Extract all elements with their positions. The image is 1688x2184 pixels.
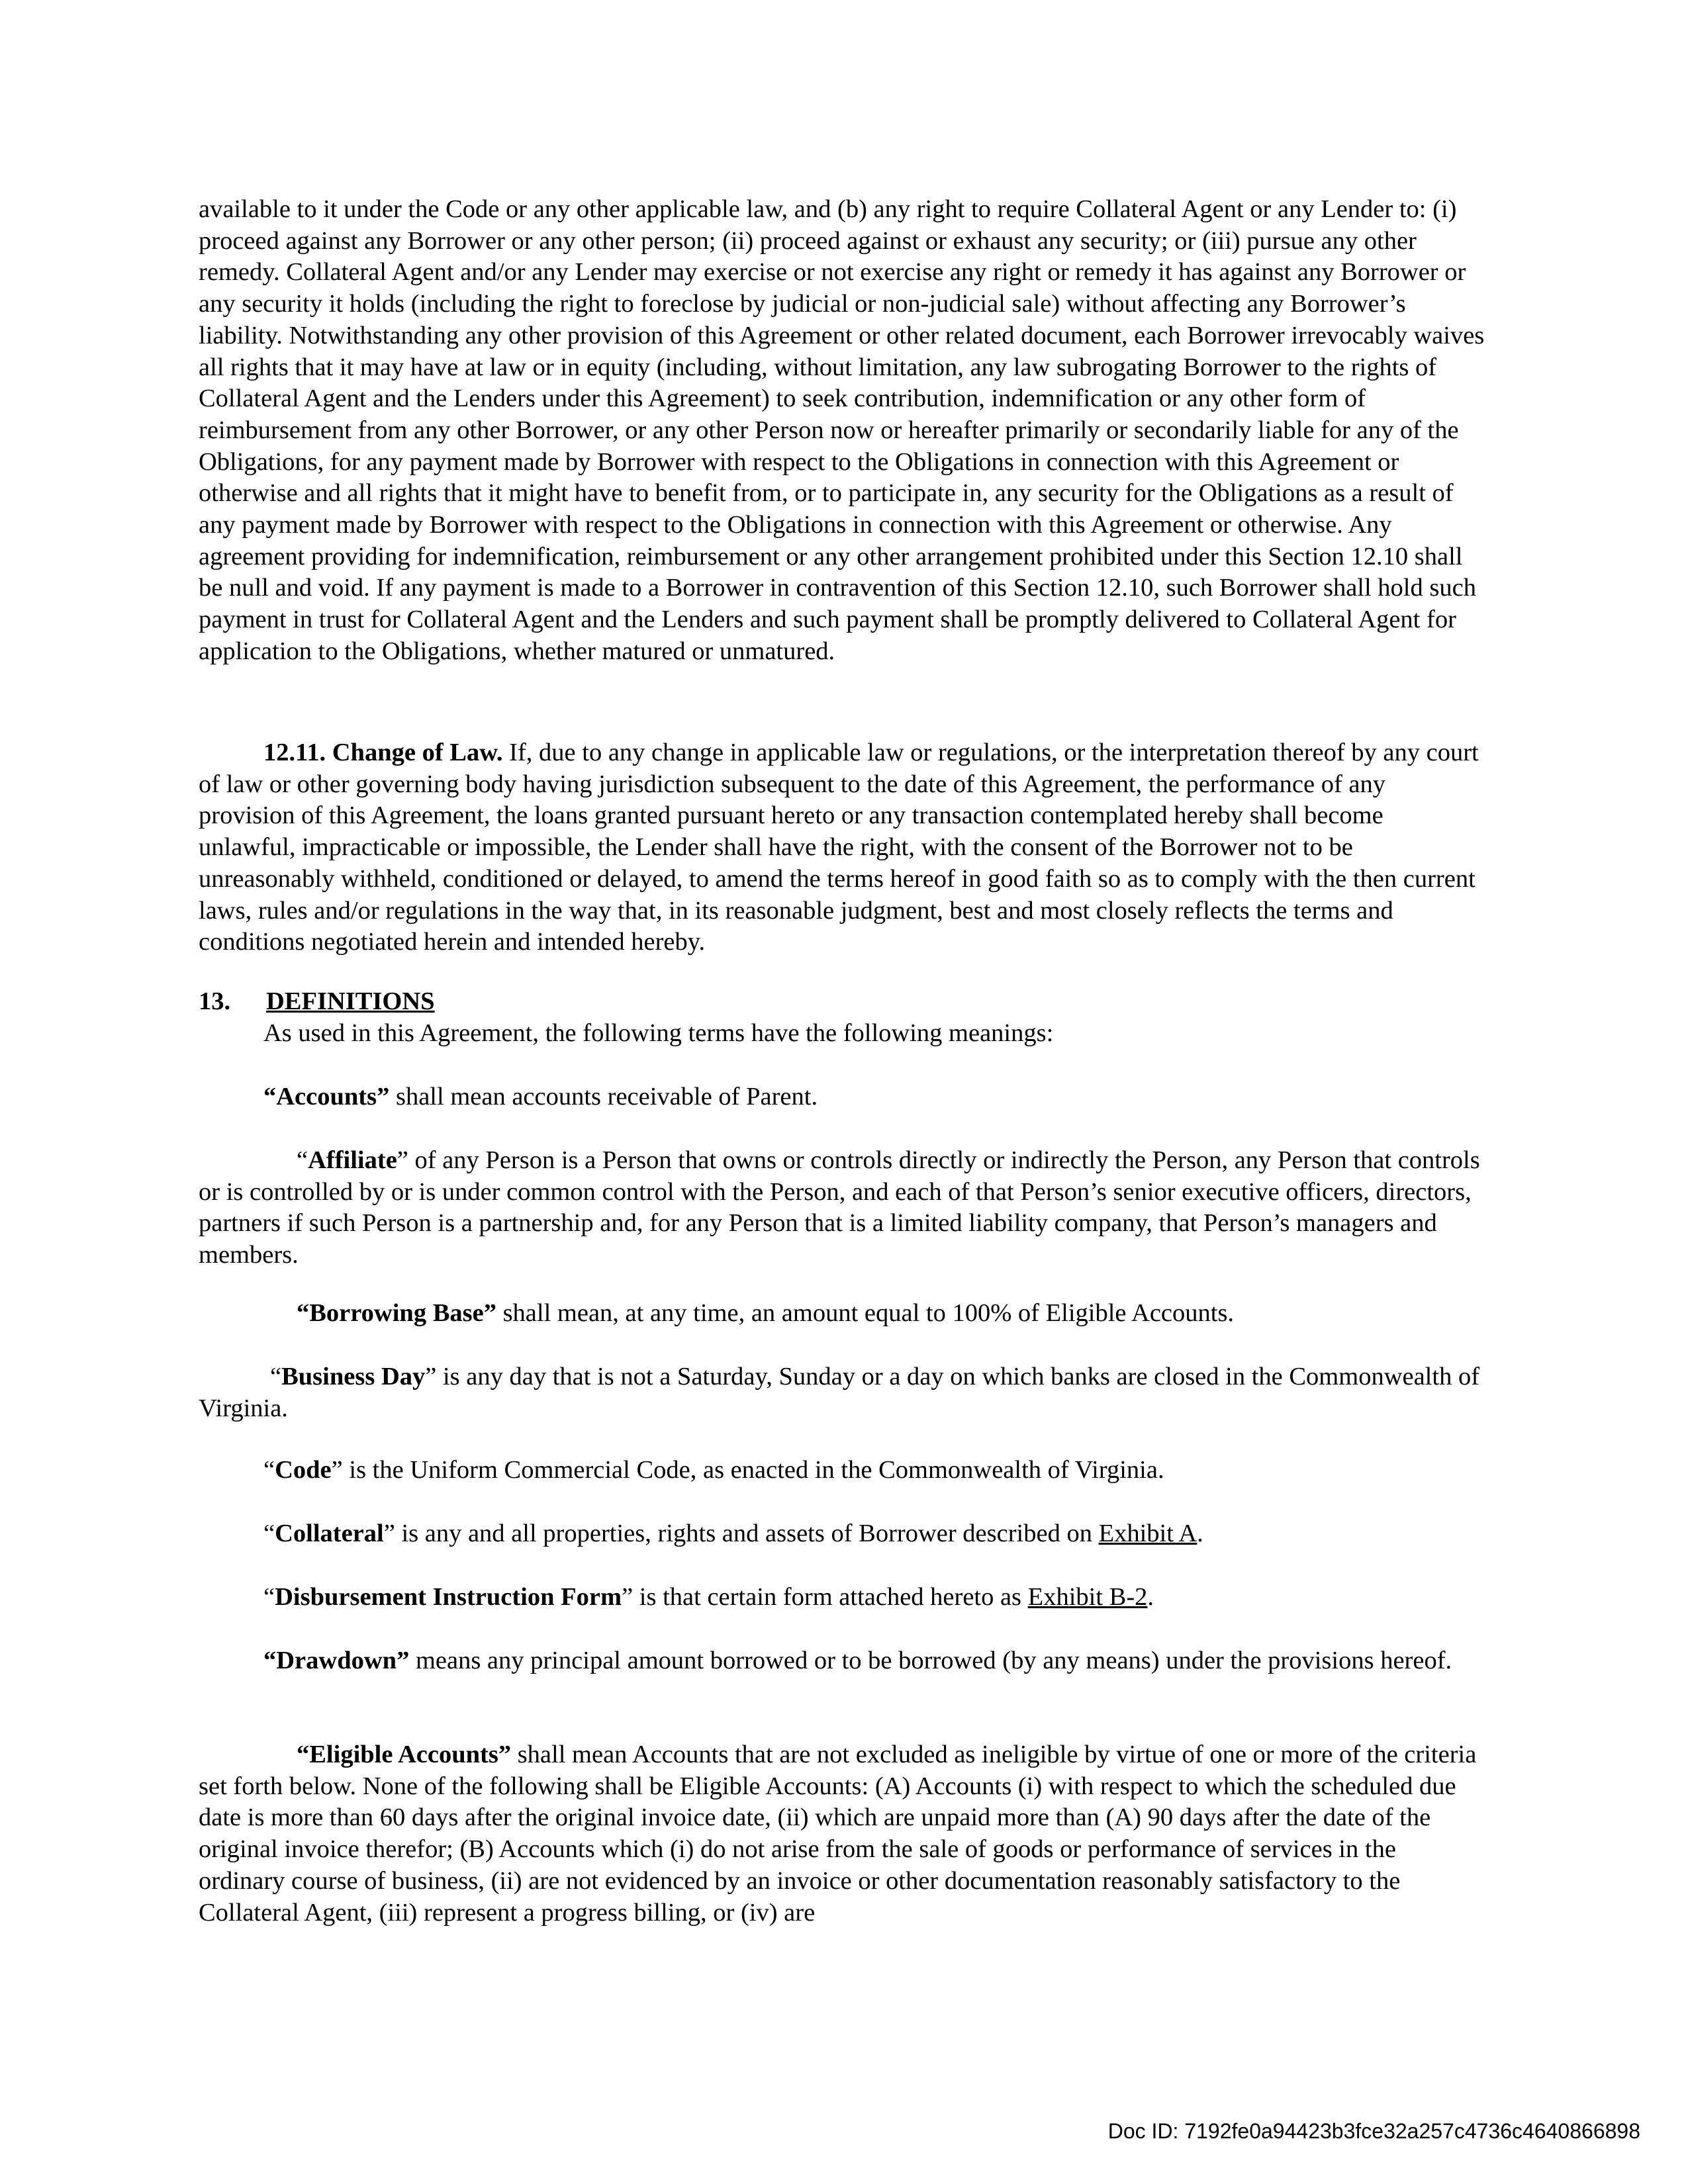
exhibit-b2-reference: Exhibit B-2 (1027, 1583, 1148, 1611)
definition-borrowing-base: “Borrowing Base” shall mean, at any time, an amount equal to 100% of Eligible Accounts. (297, 1299, 1235, 1327)
definitions-intro: As used in this Agreement, the following terms have the following meanings: (263, 1019, 1054, 1047)
definition-eligible-accounts: “Eligible Accounts” shall mean Accounts that are not excluded as ineligible by virtue of one or more of the criteria set forth below. None of the following shall be Eligible Accounts: (A) Accounts (i) with respect to which the scheduled due date is more than 60 days after the original invoice date, (ii) which are unpaid more than (A) 90 days after the date of the original invoice therefor; (B) Accounts which (i) do not arise from the sale of goods or performance of services in the ordinary course of business, (ii) are not evidenced by an invoice or other documentation reasonably satisfactory to the Collateral Agent, (iii) represent a progress billing, or (iv) are (199, 1741, 1477, 1927)
definition-collateral: “Collateral” is any and all properties, rights and assets of Borrower described on Exhibit A. (263, 1520, 1203, 1547)
term-collateral: Collateral (275, 1520, 384, 1547)
term-code: Code (275, 1456, 332, 1484)
term-affiliate: Affiliate (308, 1146, 397, 1174)
section-13-number: 13. (199, 987, 231, 1015)
term-drawdown: “Drawdown” (263, 1647, 410, 1674)
term-borrowing-base: “Borrowing Base” (297, 1299, 496, 1327)
term-business-day: Business Day (281, 1363, 426, 1390)
definition-accounts: “Accounts” shall mean accounts receivable of Parent. (263, 1083, 818, 1111)
term-disbursement-instruction-form: Disbursement Instruction Form (275, 1583, 622, 1611)
term-accounts: “Accounts” (263, 1083, 390, 1111)
term-eligible-accounts: “Eligible Accounts” (297, 1741, 512, 1768)
paragraph-12-10-continuation: available to it under the Code or any other applicable law, and (b) any right to require Collateral Agent or any Lender to: (i) proceed against any Borrower or any other person; (ii) proceed against or exhaust any security; or (iii) pursue any other remedy. Collateral Agent and/or any Lender may exercise or not exercise any right or remedy it has against any Borrower or any security it holds (including the right to foreclose by judicial or non-judicial sale) without affecting any Borrower’s liability. Notwithstanding any other provision of this Agreement or other related document, each Borrower irrevocably waives all rights that it may have at law or in equity (including, without limitation, any law subrogating Borrower to the rights of Collateral Agent and the Lenders under this Agreement) to seek contribution, indemnification or any other form of reimbursement from any other Borrower, or any other Person now or hereafter primarily or secondarily liable for any of the Obligations, for any payment made by Borrower with respect to the Obligations in connection with this Agreement or otherwise and all rights that it might have to benefit from, or to participate in, any security for the Obligations as a result of any payment made by Borrower with respect to the Obligations in connection with this Agreement or otherwise. Any agreement providing for indemnification, reimbursement or any other arrangement prohibited under this Section 12.10 shall be null and void. If any payment is made to a Borrower in contravention of this Section 12.10, such Borrower shall hold such payment in trust for Collateral Agent and the Lenders and such payment shall be promptly delivered to Collateral Agent for application to the Obligations, whether matured or unmatured. (199, 195, 1485, 665)
definition-disbursement-instruction-form: “Disbursement Instruction Form” is that certain form attached hereto as Exhibit B-2. (263, 1583, 1154, 1611)
section-13-heading (199, 986, 435, 1018)
section-12-11-heading: 12.11. Change of Law. (263, 739, 503, 766)
definition-business-day: “Business Day” is any day that is not a Saturday, Sunday or a day on which banks are closed in the Commonwealth of Virginia. (199, 1363, 1480, 1422)
exhibit-a-reference: Exhibit A (1098, 1520, 1197, 1547)
definition-code: “Code” is the Uniform Commercial Code, as enacted in the Commonwealth of Virginia. (263, 1456, 1164, 1484)
definition-affiliate: “Affiliate” of any Person is a Person that owns or controls directly or indirectly the Person, any Person that controls or is controlled by or is under common control with the Person, and each of that Person’s senior executive officers, directors, partners if such Person is a partnership and, for any Person that is a limited liability company, that Person’s managers and members. (199, 1146, 1480, 1269)
paragraph-12-11 (199, 737, 1486, 958)
section-13-title: DEFINITIONS (266, 987, 435, 1015)
doc-id-footer: Doc ID: 7192fe0a94423b3fce32a257c4736c4640866898 (1107, 2119, 1640, 2143)
definition-drawdown: “Drawdown” means any principal amount borrowed or to be borrowed (by any means) under the provisions hereof. (263, 1647, 1452, 1674)
section-12-11-body: If, due to any change in applicable law or regulations, or the interpretation thereof by any court of law or other governing body having jurisdiction subsequent to the date of this Agreement, the performance of any provision of this Agreement, the loans granted pursuant hereto or any transaction contemplated hereby shall become unlawful, impracticable or impossible, the Lender shall have the right, with the consent of the Borrower not to be unreasonably withheld, conditioned or delayed, to amend the terms hereof in good faith so as to comply with the then current laws, rules and/or regulations in the way that, in its reasonable judgment, best and most closely reflects the terms and conditions negotiated herein and intended hereby. (199, 739, 1479, 956)
